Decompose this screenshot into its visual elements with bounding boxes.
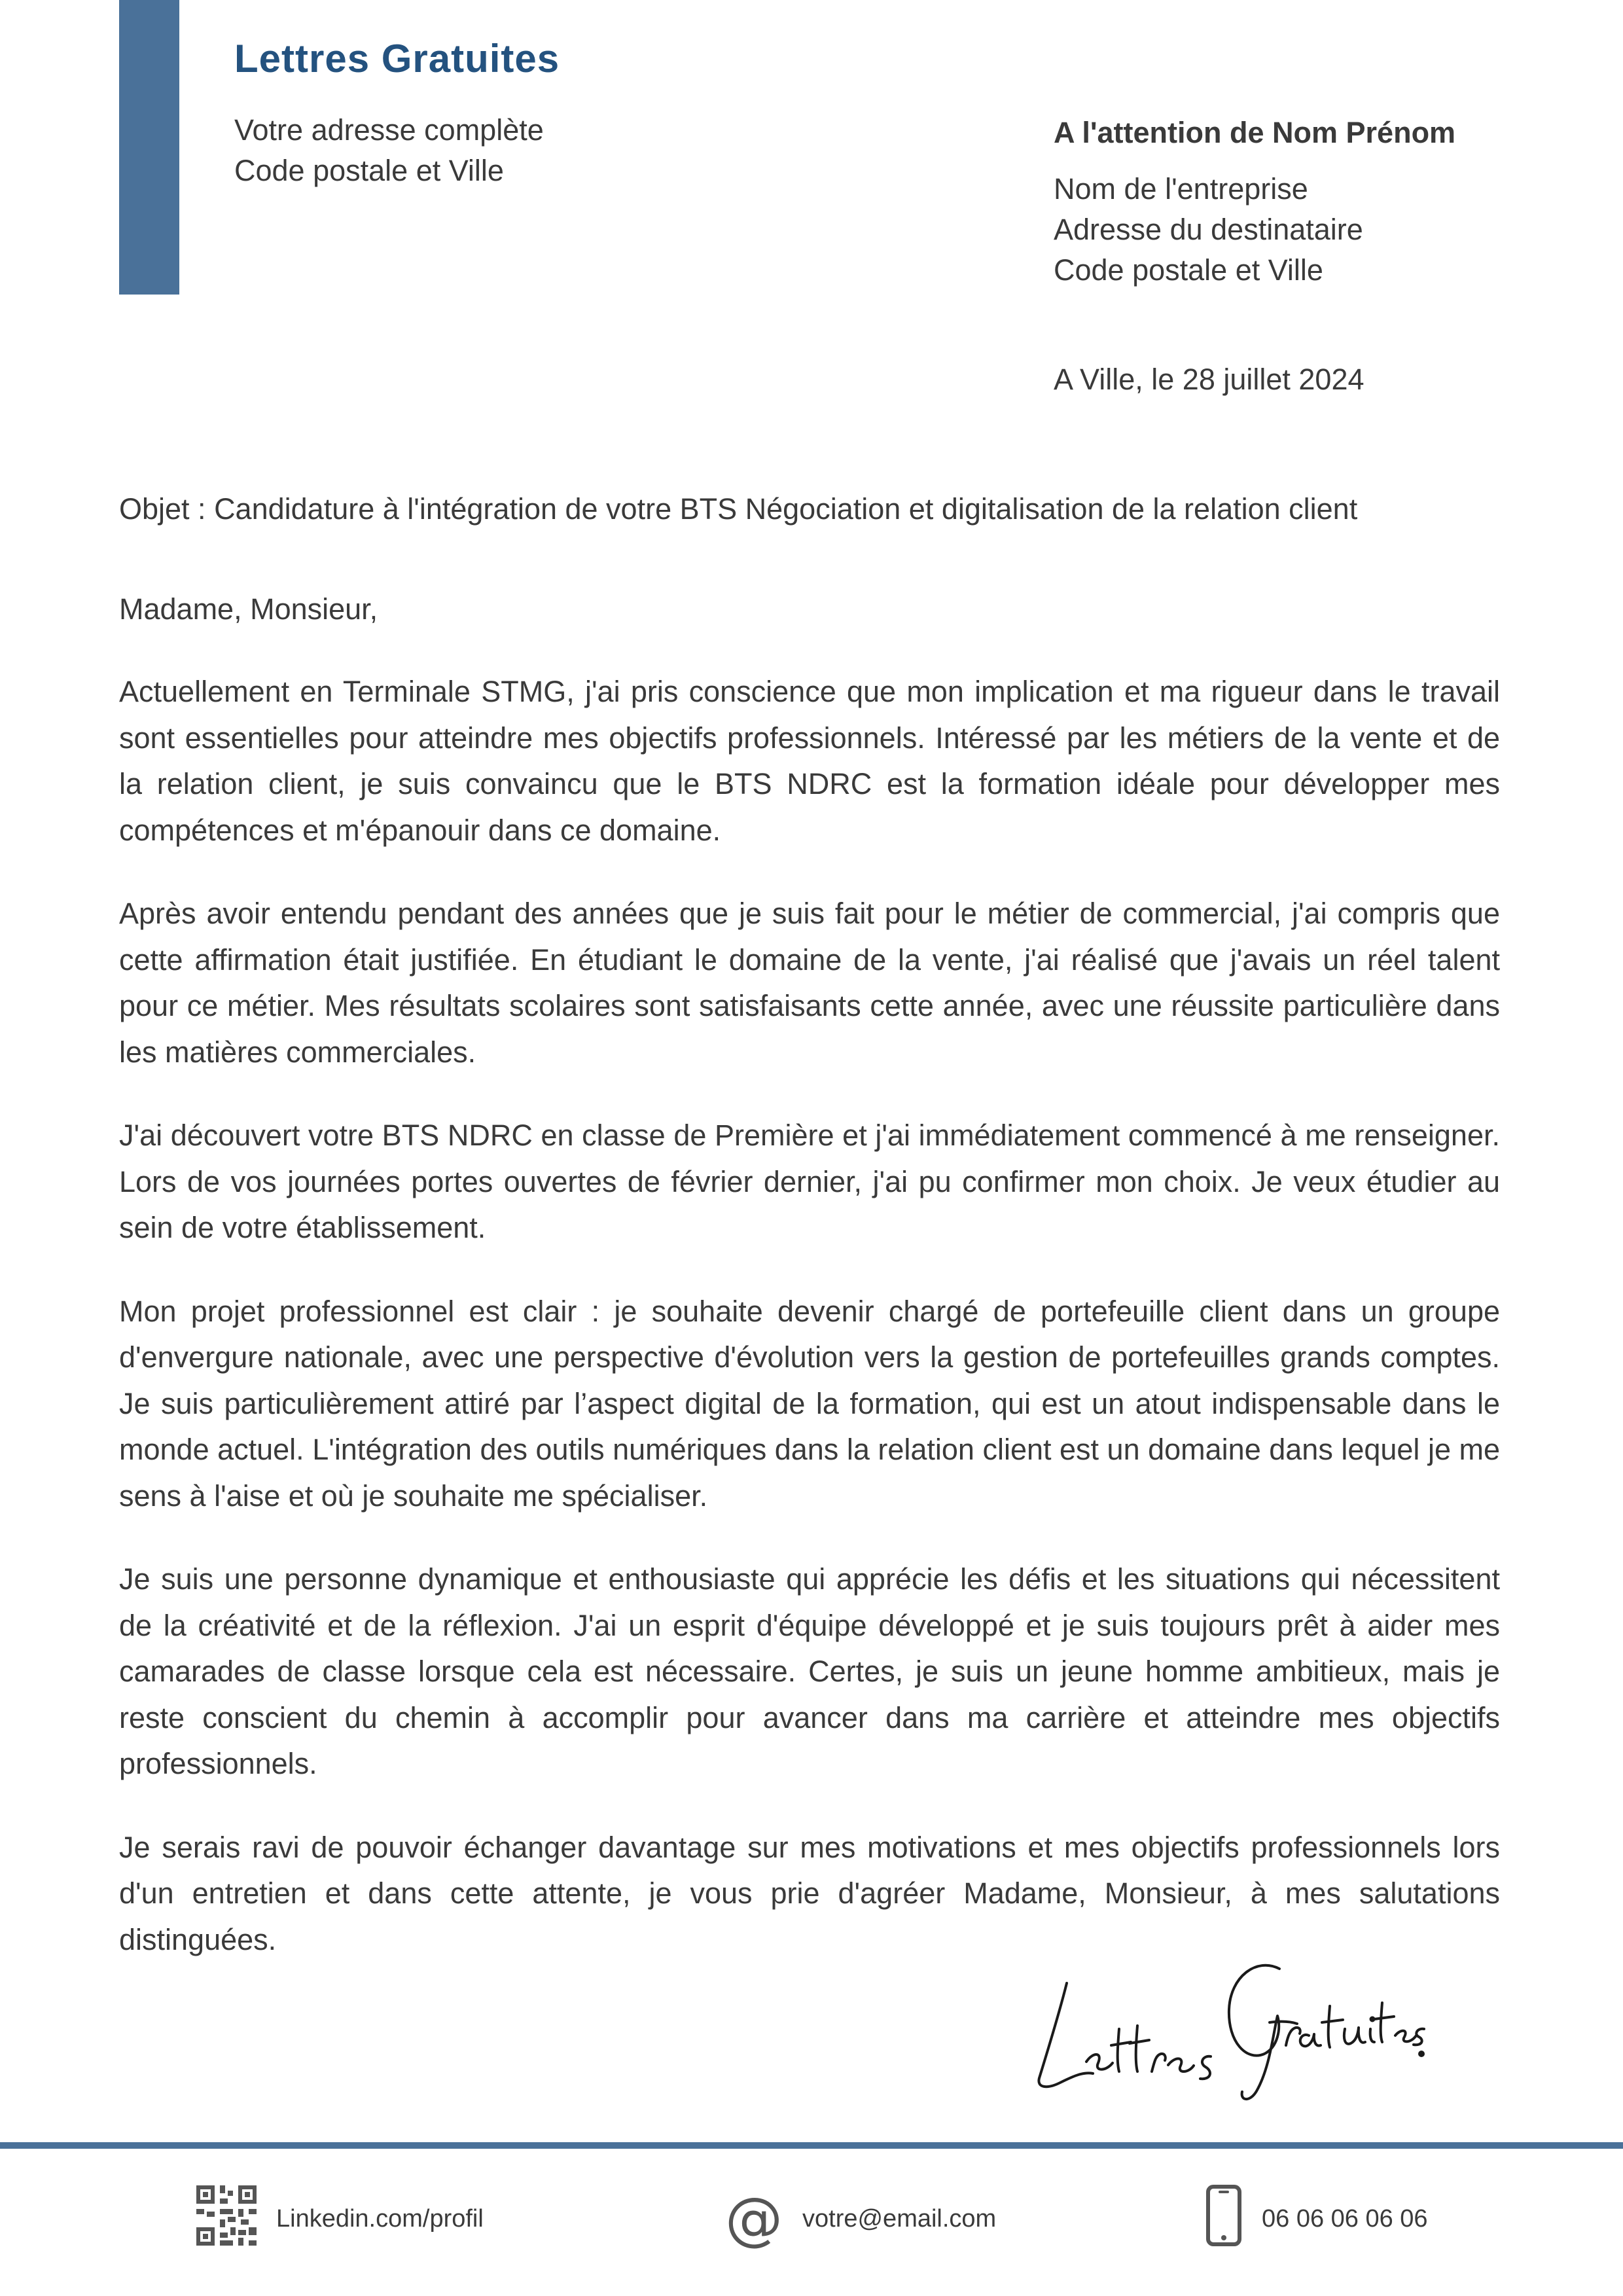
letter-date: A Ville, le 28 juillet 2024 bbox=[1054, 363, 1364, 396]
body-paragraph-2: Après avoir entendu pendant des années que je suis fait pour le métier de commercial, j'ai compris que cette affirmation était justifiée. En étudiant le domaine de la vente, j'ai réalisé que j'avais un réel talent pour ce métier. Mes résultats scolaires sont satisfaisants cette année, avec une réussite particulière dans les matières commerciales. bbox=[119, 897, 1500, 1069]
sender-address-line1: Votre adresse complète bbox=[234, 113, 544, 147]
footer-linkedin-text: Linkedin.com/profil bbox=[276, 2204, 484, 2233]
recipient-attention: A l'attention de Nom Prénom bbox=[1054, 116, 1456, 149]
footer-phone-text: 06 06 06 06 06 bbox=[1262, 2204, 1428, 2233]
at-sign-icon: @ bbox=[725, 2185, 783, 2252]
sender-address-line2: Code postale et Ville bbox=[234, 154, 504, 187]
footer-phone bbox=[1205, 2186, 1428, 2251]
footer-linkedin bbox=[196, 2186, 484, 2251]
footer-email bbox=[725, 2186, 996, 2251]
handwritten-signature bbox=[1021, 1937, 1427, 2108]
body-paragraph-1: Actuellement en Terminale STMG, j'ai pris conscience que mon implication et ma rigueur dans le travail sont essentielles pour atteindre mes objectifs professionnels. Intéressé par les métiers de la vente et de la relation client, je suis convaincu que le BTS NDRC est la formation idéale pour développer mes compétences et m'épanouir dans ce domaine. bbox=[119, 675, 1500, 847]
body-paragraph-3: J'ai découvert votre BTS NDRC en classe de Première et j'ai immédiatement commencé à me renseigner. Lors de vos journées portes ouvertes de février dernier, j'ai pu confirmer mon choix. Je veux étudier au sein de votre établissement. bbox=[119, 1119, 1500, 1244]
letter-body bbox=[119, 669, 1500, 2000]
footer-divider bbox=[0, 2142, 1623, 2149]
letter-object: Objet : Candidature à l'intégration de votre BTS Négociation et digitalisation de la relation client bbox=[119, 492, 1358, 526]
sender-name: Lettres Gratuites bbox=[234, 37, 560, 81]
letter-salutation: Madame, Monsieur, bbox=[119, 592, 378, 626]
qr-code-icon bbox=[196, 2185, 257, 2252]
recipient-address: Adresse du destinataire bbox=[1054, 213, 1363, 246]
body-paragraph-6: Je serais ravi de pouvoir échanger davantage sur mes motivations et mes objectifs professionnels lors d'un entretien et dans cette attente, je vous prie d'agréer Madame, Monsieur, à mes salutations distinguées. bbox=[119, 1830, 1500, 1956]
header-accent-bar bbox=[119, 0, 179, 295]
sender-address bbox=[234, 110, 544, 191]
recipient-city: Code postale et Ville bbox=[1054, 253, 1323, 287]
footer-email-text: votre@email.com bbox=[802, 2204, 997, 2233]
mobile-phone-icon bbox=[1205, 2184, 1242, 2253]
recipient-company: Nom de l'entreprise bbox=[1054, 172, 1308, 206]
body-paragraph-5: Je suis une personne dynamique et enthousiaste qui apprécie les défis et les situations qui nécessitent de la créativité et de la réflexion. J'ai un esprit d'équipe développé et je suis toujours prêt à aider mes camarades de classe lorsque cela est nécessaire. Certes, je suis un jeune homme ambitieux, mais je reste conscient du chemin à accomplir pour avancer dans ma carrière et atteindre mes objectifs professionnels. bbox=[119, 1562, 1500, 1780]
recipient-block bbox=[1054, 113, 1455, 291]
body-paragraph-4: Mon projet professionnel est clair : je souhaite devenir chargé de portefeuille client dans un groupe d'envergure nationale, avec une perspective d'évolution vers la gestion de portefeuilles grands comptes. Je suis particulièrement attiré par l’aspect digital de la formation, qui est un atout indispensable dans le monde actuel. L'intégration des outils numériques dans la relation client est un domaine dans lequel je me sens à l'aise et où je souhaite me spécialiser. bbox=[119, 1294, 1500, 1513]
